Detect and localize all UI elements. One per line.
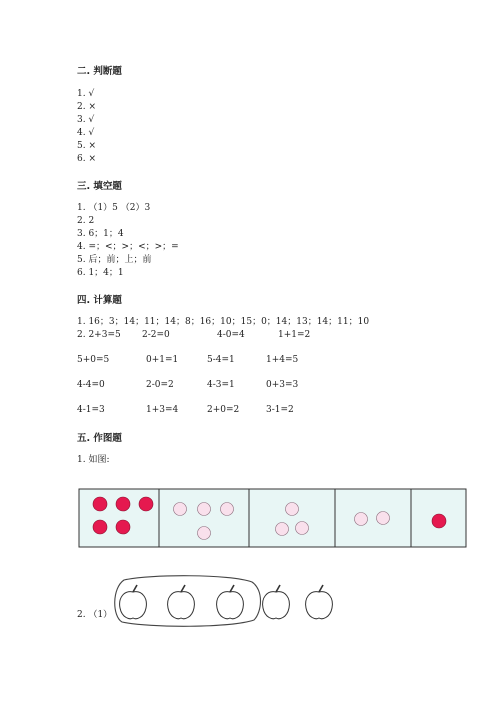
dot-panels xyxy=(79,489,466,547)
panel-3 xyxy=(249,489,335,547)
fill-answer-2: 2. 2 xyxy=(77,216,95,226)
fill-answer-5: 5. 后；前；上；前 xyxy=(77,255,152,265)
section-heading-fill-blank: 三. 填空题 xyxy=(77,181,122,192)
calc-answer-2b: 2-2=0 xyxy=(142,330,170,340)
red-dot xyxy=(139,497,153,511)
pink-dot xyxy=(355,513,368,526)
pink-dot xyxy=(198,527,211,540)
red-dot xyxy=(116,497,130,511)
calc-answer-line-1: 1. 16；3；14；11；14；8；16；10；15；0；14；13；14；11；10 xyxy=(77,317,370,327)
calc-cell: 4-4=0 xyxy=(77,380,105,390)
calc-cell: 4-1=3 xyxy=(77,405,105,415)
panel-4 xyxy=(335,489,411,547)
calc-cell: 2-0=2 xyxy=(146,380,174,390)
apples-figure xyxy=(115,576,333,627)
calc-cell: 3-1=2 xyxy=(266,405,294,415)
pink-dot xyxy=(286,503,299,516)
calc-cell: 4-3=1 xyxy=(207,380,235,390)
judgement-answer-2: 2. × xyxy=(77,102,96,112)
section-heading-judgement: 二. 判断题 xyxy=(77,66,122,77)
pink-dot xyxy=(198,503,211,516)
calc-cell: 0+3=3 xyxy=(266,380,299,390)
pink-dot xyxy=(221,503,234,516)
pink-dot xyxy=(174,503,187,516)
calc-answer-2c: 4-0=4 xyxy=(217,330,245,340)
fill-answer-4: 4. =；<；>；<；>；= xyxy=(77,242,179,252)
judgement-answer-4: 4. √ xyxy=(77,128,95,138)
fill-answer-3: 3. 6；1；4 xyxy=(77,229,124,239)
apple-icon xyxy=(217,585,244,619)
calc-answer-2a: 2. 2+3=5 xyxy=(77,330,121,340)
fill-answer-1: 1. （1）5 （2）3 xyxy=(77,203,151,213)
apple-icon xyxy=(168,585,195,619)
calc-answer-2d: 1+1=2 xyxy=(278,330,311,340)
apple-icon xyxy=(306,585,333,619)
judgement-answer-6: 6. × xyxy=(77,154,96,164)
red-dot xyxy=(93,520,107,534)
pink-dot xyxy=(276,523,289,536)
section-heading-calculation: 四. 计算题 xyxy=(77,295,122,306)
drawing-question-2-label: 2. （1） xyxy=(77,610,113,620)
judgement-answer-5: 5. × xyxy=(77,141,96,151)
calc-cell: 1+4=5 xyxy=(266,355,299,365)
calc-cell: 2+0=2 xyxy=(207,405,240,415)
apple-icon xyxy=(263,585,290,619)
judgement-answer-1: 1. √ xyxy=(77,89,95,99)
section-heading-drawing: 五. 作图题 xyxy=(77,433,122,444)
red-dot xyxy=(432,514,446,528)
red-dot xyxy=(93,497,107,511)
judgement-answer-3: 3. √ xyxy=(77,115,95,125)
red-dot xyxy=(116,520,130,534)
calc-cell: 1+3=4 xyxy=(146,405,179,415)
apple-icon xyxy=(120,585,147,619)
drawing-question-1-label: 1. 如图: xyxy=(77,455,110,465)
pink-dot xyxy=(296,522,309,535)
pink-dot xyxy=(377,512,390,525)
calc-cell: 5-4=1 xyxy=(207,355,235,365)
calc-cell: 5+0=5 xyxy=(77,355,110,365)
fill-answer-6: 6. 1；4；1 xyxy=(77,268,124,278)
calc-cell: 0+1=1 xyxy=(146,355,179,365)
